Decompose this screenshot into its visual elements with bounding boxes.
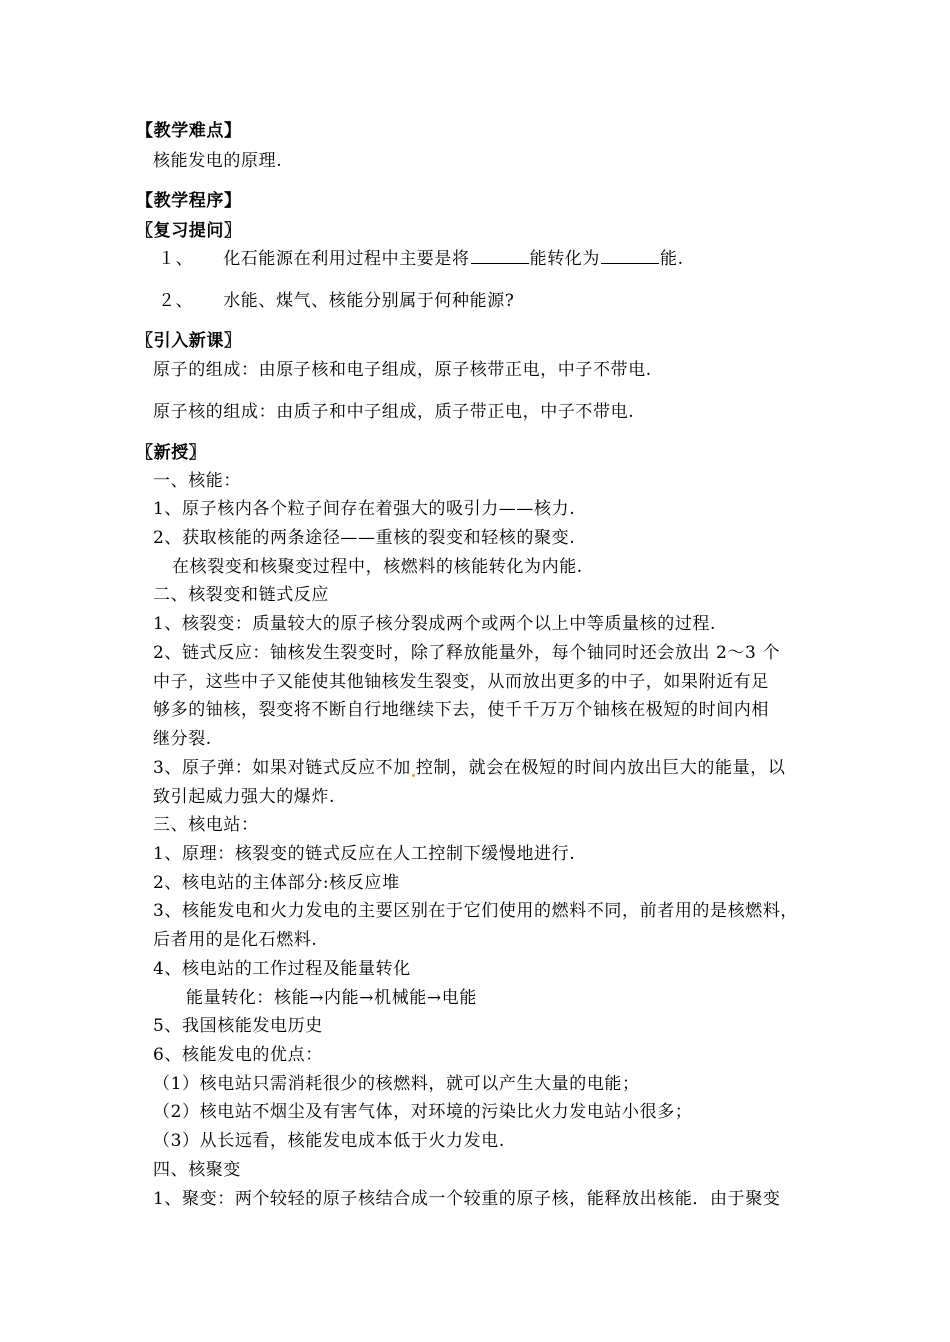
text-line: 在核裂变和核聚变过程中，核燃料的核能转化为内能. — [172, 557, 583, 577]
text-line: 1、原子核内各个粒子间存在着强大的吸引力——核力. — [153, 499, 576, 519]
text-segment: 控制，就会在极短的时间内放出巨大的能量，以 — [415, 758, 786, 778]
question-text: 能转化为 — [529, 249, 601, 269]
text-line: 致引起威力强大的爆炸. — [153, 787, 336, 807]
text-line: 4、核电站的工作过程及能量转化 — [153, 959, 411, 979]
text-line: 中子，这些中子又能使其他铀核发生裂变，从而放出更多的中子，如果附近有足 — [153, 672, 769, 692]
text-line: 3、核能发电和火力发电的主要区别在于它们使用的燃料不同，前者用的是核燃料， — [153, 901, 799, 921]
text-line: 2、核电站的主体部分:核反应堆 — [153, 873, 400, 893]
review-question-1 — [158, 247, 684, 271]
text-line: 三、核电站： — [153, 815, 259, 835]
text-line: 继分裂. — [153, 729, 212, 749]
intro-paragraph-2: 原子核的组成：由质子和中子组成，质子带正电，中子不带电. — [153, 402, 635, 422]
review-question-2 — [158, 289, 515, 313]
question-number: ２、 — [158, 291, 194, 311]
text-line: 四、核聚变 — [153, 1160, 241, 1180]
text-line: 6、核能发电的优点： — [153, 1045, 323, 1065]
answer-blank — [601, 247, 659, 264]
text-line: 2、获取核能的两条途径——重核的裂变和轻核的聚变. — [153, 528, 576, 548]
review-heading: 〖复习提问〗 — [136, 221, 242, 241]
answer-blank — [471, 247, 529, 264]
text-line: 后者用的是化石燃料. — [153, 930, 318, 950]
text-line: （1）核电站只需消耗很少的核燃料，就可以产生大量的电能； — [153, 1074, 640, 1094]
edit-mark — [412, 774, 415, 777]
text-line: 能量转化：核能→内能→机械能→电能 — [186, 988, 477, 1008]
text-line: 二、核裂变和链式反应 — [153, 585, 329, 605]
difficulty-text: 核能发电的原理. — [153, 151, 283, 171]
text-line: 够多的铀核，裂变将不断自行地继续下去，使千千万万个铀核在极短的时间内相 — [153, 700, 769, 720]
question-number: １、 — [158, 249, 194, 269]
question-text: 能. — [660, 249, 684, 269]
question-text: 水能、煤气、核能分别属于何种能源? — [223, 291, 515, 311]
text-line: （2）核电站不烟尘及有害气体，对环境的污染比火力发电站小很多； — [153, 1102, 693, 1122]
text-segment: 3、原子弹：如果对链式反应不加 — [153, 758, 411, 778]
section-heading-procedure: 【教学程序】 — [136, 191, 242, 211]
text-line — [153, 756, 785, 780]
text-line: 1、聚变：两个较轻的原子核结合成一个较重的原子核，能释放出核能．由于聚变 — [153, 1189, 781, 1209]
intro-heading: 〖引入新课〗 — [136, 331, 242, 351]
text-line: 一、核能： — [153, 471, 241, 491]
text-line: （3）从长远看，核能发电成本低于火力发电. — [153, 1131, 505, 1151]
new-lesson-heading: 〖新授〗 — [136, 443, 207, 463]
intro-paragraph-1: 原子的组成：由原子核和电子组成，原子核带正电，中子不带电. — [153, 360, 652, 380]
text-line: 2、链式反应：铀核发生裂变时，除了释放能量外，每个铀同时还会放出 2～3 个 — [153, 643, 781, 663]
text-line: 5、我国核能发电历史 — [153, 1016, 323, 1036]
text-line: 1、原理：核裂变的链式反应在人工控制下缓慢地进行. — [153, 844, 576, 864]
section-heading-difficulty: 【教学难点】 — [136, 121, 242, 141]
text-line: 1、核裂变：质量较大的原子核分裂成两个或两个以上中等质量核的过程. — [153, 614, 717, 634]
question-text: 化石能源在利用过程中主要是将 — [223, 249, 470, 269]
